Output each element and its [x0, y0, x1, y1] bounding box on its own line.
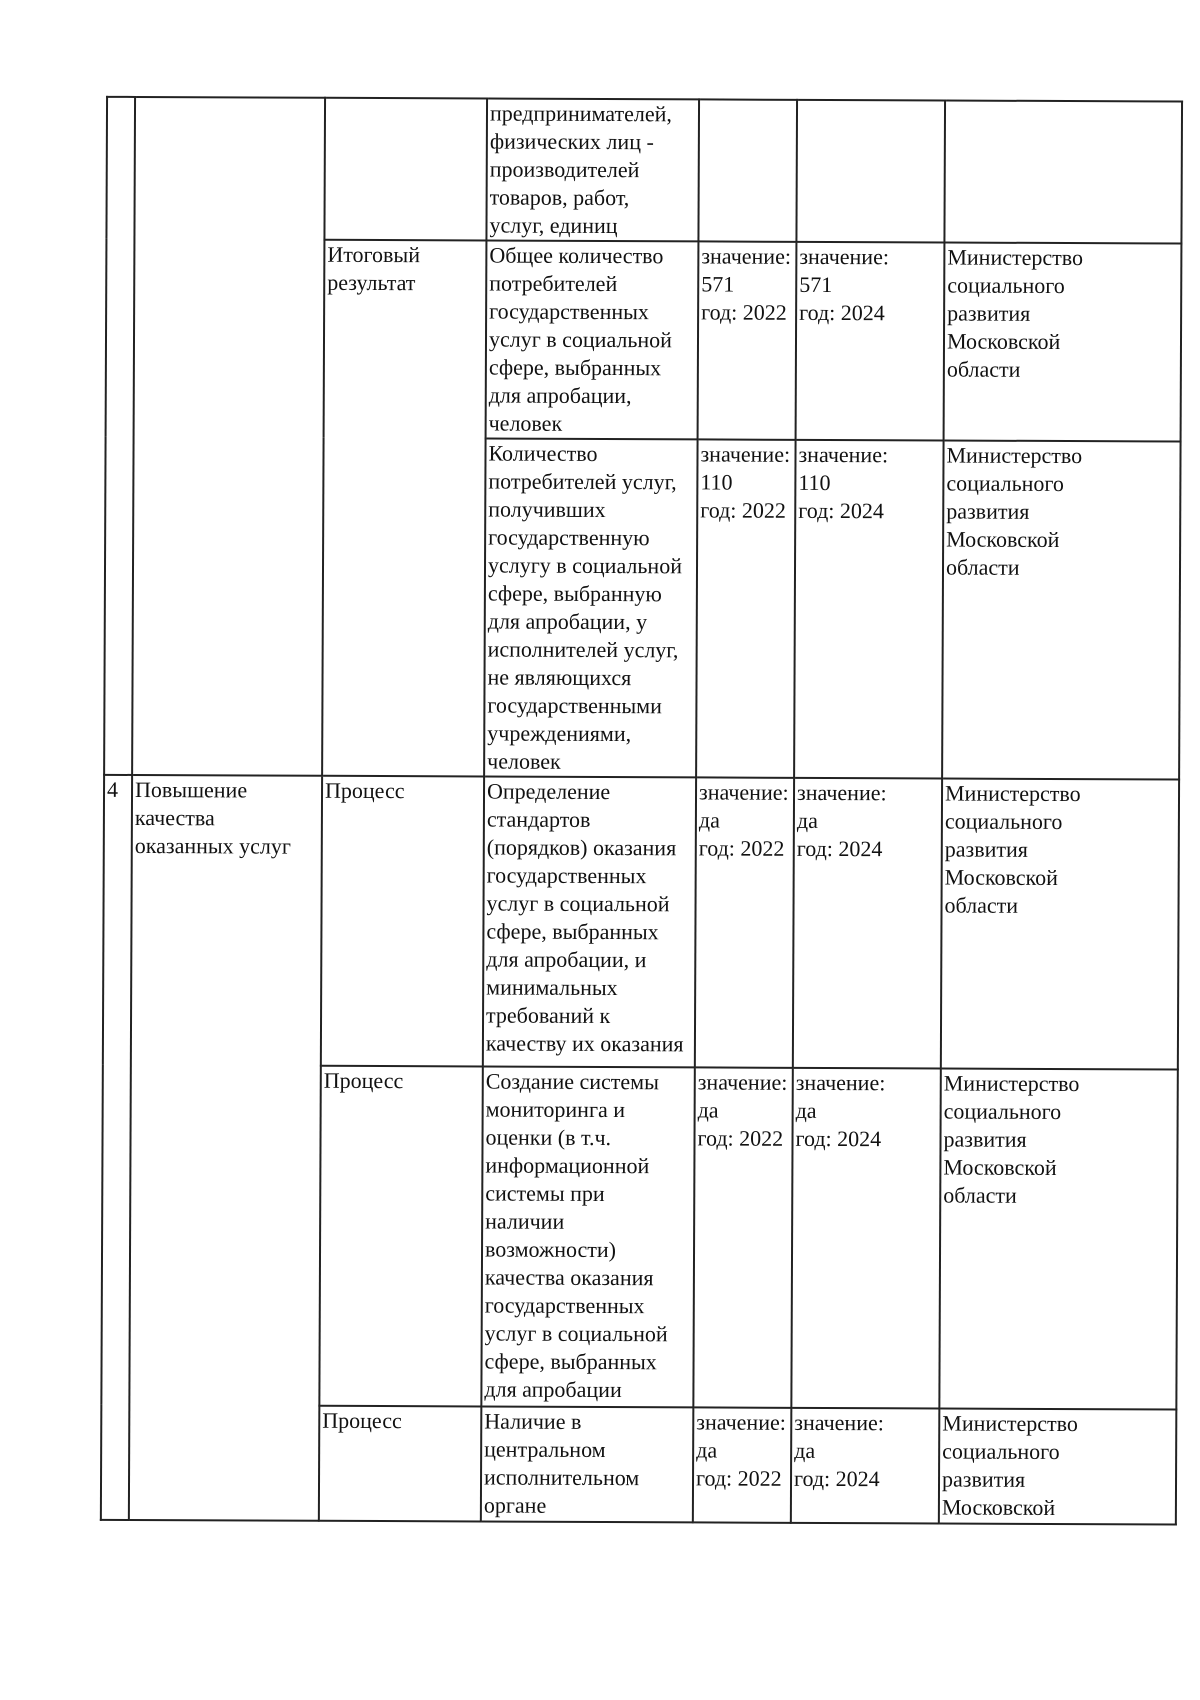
result-type-cell: Процесс — [321, 776, 484, 1067]
indicator-cell: Общее количество потребителей государственных услуг в социальной сфере, выбранных для апробации, человек — [486, 240, 699, 439]
responsible-cell: Министерство социального развития Московской области — [941, 778, 1179, 1069]
indicator-cell: Количество потребителей услуг, получивших государственную услугу в социальной сфере, выбранную для апробации, у исполнителей услуг, не являющихся государственными учреждениями, человек — [484, 438, 697, 777]
target-value-cell: значение: да год: 2024 — [793, 778, 942, 1069]
row-number-cell: 4 — [101, 775, 132, 1520]
responsible-cell — [944, 100, 1182, 243]
responsible-cell: Министерство социального развития Московской — [939, 1408, 1176, 1524]
result-type-cell: Процесс — [319, 1406, 482, 1522]
base-value-cell: значение: да год: 2022 — [693, 1067, 792, 1407]
task-name-cell: Повышение качества оказанных услуг — [129, 775, 322, 1521]
base-value-cell: значение: да год: 2022 — [695, 777, 794, 1067]
indicator-cell: Создание системы мониторинга и оценки (в т.ч. информационной системы при наличии возможности) качества оказания государственных услуг в социальной сфере, выбранных для апробации — [481, 1066, 694, 1407]
task-name-cell — [132, 97, 325, 776]
target-value-cell: значение: 110 год: 2024 — [794, 440, 943, 779]
indicator-cell: Наличие в центральном исполнительном органе — [481, 1406, 693, 1522]
result-type-cell — [324, 98, 487, 241]
indicator-cell: Определение стандартов (порядков) оказания государственных услуг в социальной сфере, выбранных для апробации, и минимальных требований к качеству их оказания — [483, 776, 696, 1067]
target-value-cell: значение: да год: 2024 — [791, 1408, 940, 1524]
base-value-cell — [698, 99, 797, 241]
result-type-cell: Итоговый результат — [322, 240, 486, 777]
responsible-cell: Министерство социального развития Московской области — [939, 1068, 1177, 1409]
responsible-cell: Министерство социального развития Московской области — [942, 440, 1180, 779]
base-value-cell: значение: 571 год: 2022 — [698, 241, 797, 439]
row-number-cell — [104, 97, 135, 775]
indicators-table — [100, 96, 1183, 1526]
indicator-cell: предпринимателей, физических лиц - производителей товаров, работ, услуг, единиц — [486, 99, 699, 242]
result-type-cell: Процесс — [319, 1066, 482, 1407]
table-row — [106, 97, 1182, 244]
base-value-cell: значение: да год: 2022 — [693, 1407, 792, 1522]
responsible-cell: Министерство социального развития Московской области — [944, 242, 1182, 441]
target-value-cell: значение: 571 год: 2024 — [796, 242, 945, 441]
base-value-cell: значение: 110 год: 2022 — [696, 439, 795, 777]
target-value-cell — [796, 100, 945, 243]
table-row — [103, 775, 1179, 1070]
target-value-cell: значение: да год: 2024 — [791, 1068, 940, 1409]
